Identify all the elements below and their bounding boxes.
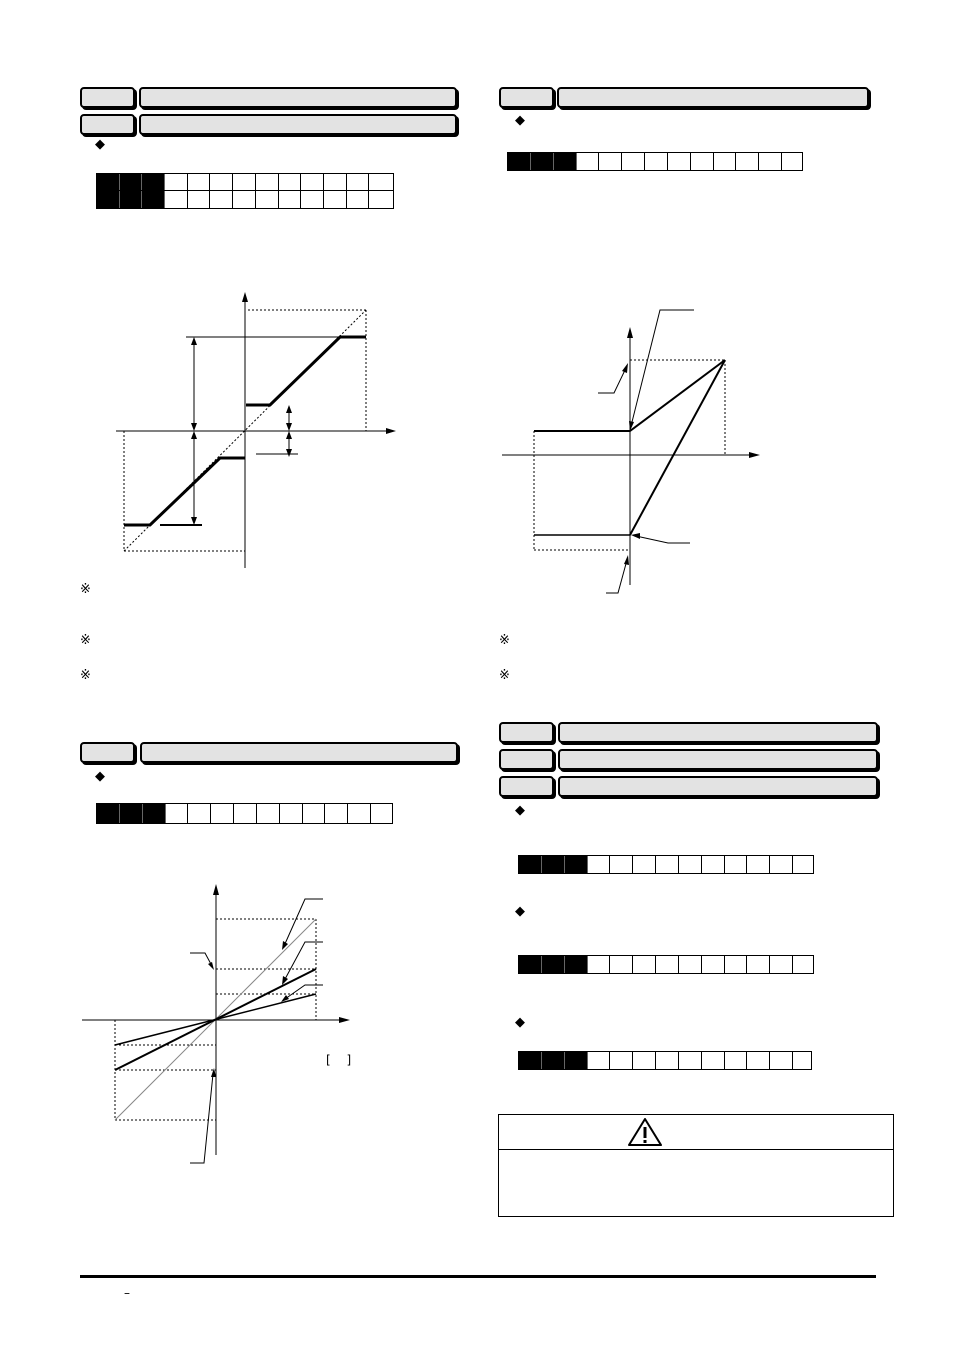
setting-grid (518, 1051, 812, 1070)
caution-box (498, 1114, 894, 1217)
param-code-box (499, 87, 554, 108)
note-mark: ※ (499, 633, 510, 648)
setting-grid (507, 152, 803, 171)
caution-header (499, 1115, 893, 1150)
param-code-box (499, 776, 554, 797)
diamond-bullet: ◆ (95, 769, 105, 784)
footer-rule (80, 1275, 876, 1278)
param-title-box (140, 742, 458, 763)
diamond-bullet: ◆ (95, 137, 105, 152)
param-title-box (139, 87, 457, 108)
warning-triangle-icon (627, 1117, 663, 1147)
unit-bracket: [ ] (326, 1053, 358, 1067)
page-footer: – (124, 1286, 130, 1300)
param-code-box (80, 114, 135, 135)
setting-grid (96, 803, 393, 824)
diamond-bullet: ◆ (515, 803, 525, 818)
param-code-box (499, 749, 554, 770)
setting-grid (96, 173, 394, 209)
param-title-box (558, 722, 878, 743)
param-title-box (558, 749, 878, 770)
note-mark: ※ (80, 582, 91, 597)
diamond-bullet: ◆ (515, 1015, 525, 1030)
setting-grid (518, 855, 814, 874)
diamond-bullet: ◆ (515, 113, 525, 128)
param-title-box (558, 776, 878, 797)
note-mark: ※ (80, 633, 91, 648)
param-title-box (557, 87, 869, 108)
param-code-box (499, 722, 554, 743)
note-mark: ※ (499, 668, 510, 683)
param-code-box (80, 742, 135, 763)
note-mark: ※ (80, 668, 91, 683)
param-code-box (80, 87, 135, 108)
param-title-box (139, 114, 457, 135)
diamond-bullet: ◆ (515, 904, 525, 919)
setting-grid (518, 955, 814, 974)
